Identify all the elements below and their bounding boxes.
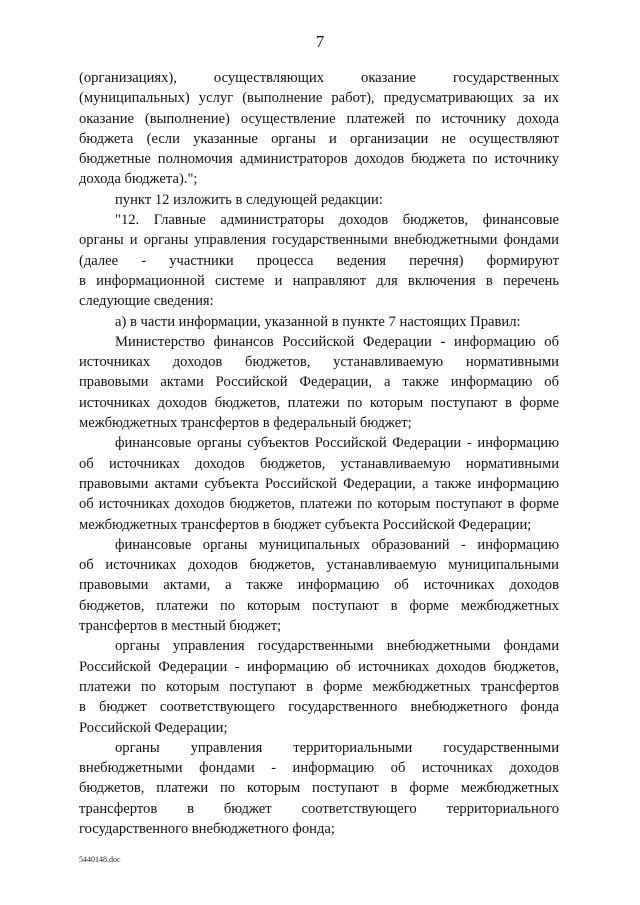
text-line: межбюджетных трансфертов в бюджет субъекта Российской Федерации; bbox=[79, 516, 532, 533]
text-line: трансфертов в бюджет соответствующего территориального bbox=[79, 800, 559, 817]
text-line: трансфертов в местный бюджет; bbox=[79, 618, 282, 635]
text-line: источниках доходов бюджетов, устанавливаемую нормативными bbox=[79, 354, 559, 371]
text-line: правовыми актами субъекта Российской Федерации, а также информацию bbox=[79, 475, 559, 492]
text-line: органы управления государственными внебюджетными фондами bbox=[115, 638, 559, 655]
document-file-code: 5440148.doc bbox=[79, 855, 121, 864]
text-line: органы и органы управления государственными внебюджетными фондами bbox=[79, 232, 559, 249]
page-number: 7 bbox=[315, 32, 325, 51]
text-line: (далее - участники процесса ведения перечня) формируют bbox=[79, 252, 559, 269]
text-line: правовыми актами, а также информацию об источниках доходов bbox=[79, 577, 559, 594]
paragraph-ministry-finance bbox=[79, 332, 559, 433]
text-line: источниках доходов бюджетов, платежи по которым поступают в форме bbox=[79, 394, 559, 411]
text-line: оказание (выполнение) осуществление платежей по источнику дохода bbox=[79, 110, 559, 127]
text-line: Министерство финансов Российской Федерации - информацию об bbox=[115, 333, 559, 350]
paragraph-municipal-finance bbox=[79, 535, 559, 636]
text-line: об источниках доходов бюджетов, устанавливаемую муниципальными bbox=[79, 557, 559, 574]
text-line: бюджетов, платежи по которым поступают в форме межбюджетных bbox=[79, 597, 559, 614]
paragraph-territorial-funds bbox=[79, 738, 559, 839]
text-line: пункт 12 изложить в следующей редакции: bbox=[115, 191, 383, 208]
text-line: Российской Федерации; bbox=[79, 719, 228, 736]
text-line: бюджетные полномочия администраторов доходов бюджета по источнику bbox=[79, 151, 559, 168]
text-line: платежи по которым поступают в форме межбюджетных трансфертов bbox=[79, 678, 559, 695]
paragraph-continuation bbox=[79, 68, 559, 190]
text-line: правовыми актами Российской Федерации, а также информацию об bbox=[79, 374, 559, 391]
text-line: дохода бюджета)."; bbox=[79, 171, 198, 188]
text-line: Российской Федерации - информацию об источниках доходов бюджетов, bbox=[79, 658, 559, 675]
text-line: межбюджетных трансфертов в федеральный бюджет; bbox=[79, 415, 412, 432]
paragraph-point-12 bbox=[79, 210, 559, 311]
text-line: следующие сведения: bbox=[79, 293, 214, 310]
text-line: в информационной системе и направляют для включения в перечень bbox=[79, 272, 559, 289]
text-line: в бюджет соответствующего государственного внебюджетного фонда bbox=[79, 699, 559, 716]
text-line: государственного внебюджетного фонда; bbox=[79, 820, 335, 837]
paragraph-federal-funds bbox=[79, 636, 559, 737]
text-line: а) в части информации, указанной в пункте 7 настоящих Правил: bbox=[115, 313, 521, 330]
document-body bbox=[79, 68, 559, 839]
text-line: финансовые органы субъектов Российской Федерации - информацию bbox=[115, 435, 559, 452]
text-line: об источниках доходов бюджетов, платежи по которым поступают в форме bbox=[79, 496, 559, 513]
text-line: (организациях), осуществляющих оказание государственных bbox=[79, 70, 559, 86]
text-line: "12. Главные администраторы доходов бюджетов, финансовые bbox=[115, 212, 559, 229]
text-line: бюджетов, платежи по которым поступают в форме межбюджетных bbox=[79, 780, 559, 797]
paragraph-subpoint-a bbox=[79, 312, 559, 332]
text-line: бюджета (если указанные органы и организации не осуществляют bbox=[79, 130, 559, 147]
paragraph-instruction bbox=[79, 190, 559, 210]
text-line: об источниках доходов бюджетов, устанавливаемую нормативными bbox=[79, 455, 559, 472]
text-line: внебюджетными фондами - информацию об источниках доходов bbox=[79, 760, 559, 777]
text-line: финансовые органы муниципальных образований - информацию bbox=[115, 536, 559, 553]
text-line: органы управления территориальными государственными bbox=[115, 739, 559, 756]
paragraph-regional-finance bbox=[79, 433, 559, 534]
text-line: (муниципальных) услуг (выполнение работ), предусматривающих за их bbox=[79, 90, 559, 107]
